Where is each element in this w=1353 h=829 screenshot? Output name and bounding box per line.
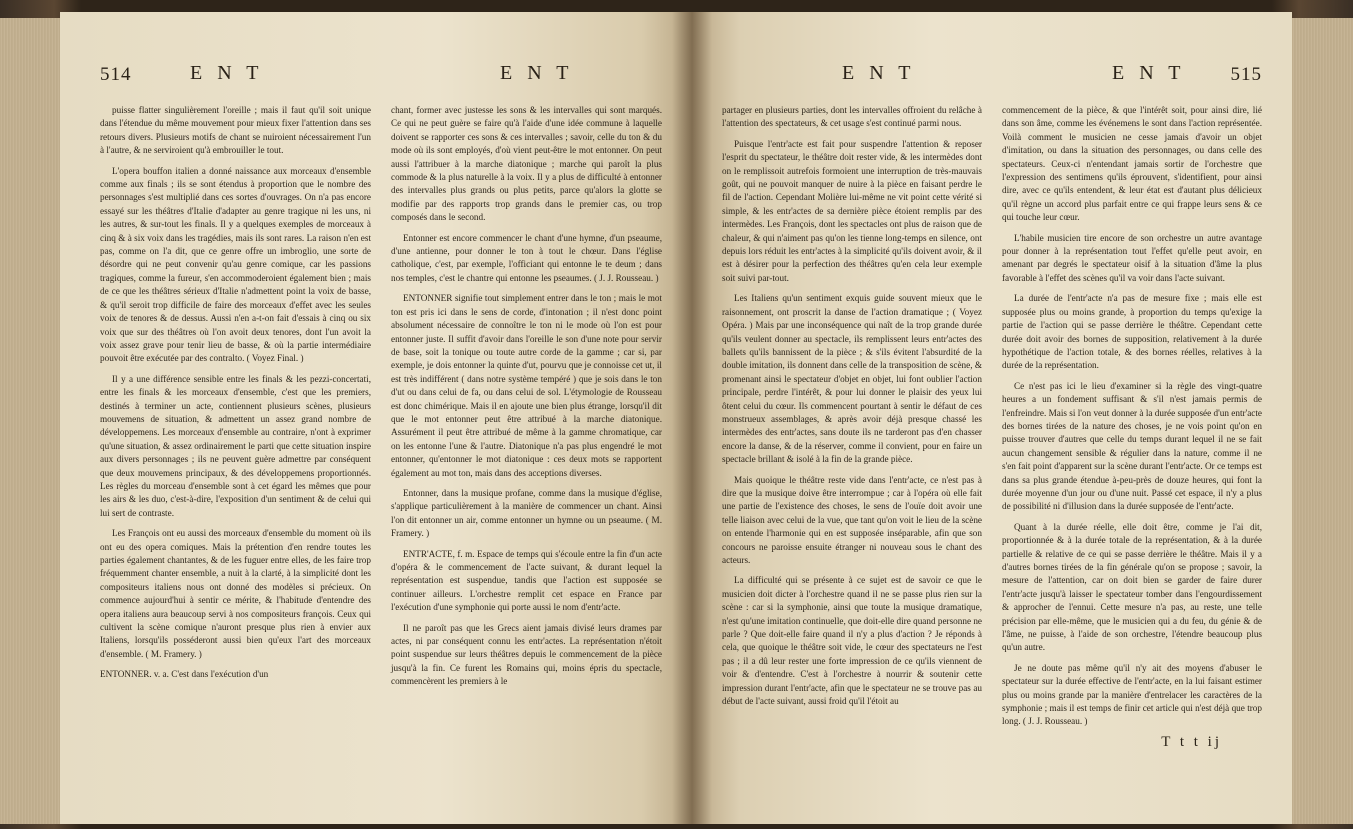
paragraph: chant, former avec justesse les sons & les intervalles qui sont marqués. Ce qui ne peut guère se faire qu'à l'aide d'une idée commune à laquelle doivent se rapporter ces sons & ces intervalles ; savoir, celle du ton & du mode où ils sont employés, d'où vient peut-être le mot entonner. On peut aussi l'attribuer à la marche diatonique ; marche qui paroît la plus commode & la plus naturelle à la voix. Il y a plus de difficulté à entonner des intervalles plus grands ou plus petits, parce qu'alors la glotte se modifie par des rapports trop grands dans le premier cas, ou trop composés dans le second. [391,105,662,223]
paragraph: Je ne doute pas même qu'il n'y ait des moyens d'abuser le spectateur sur la durée effective de l'entr'acte, en la lui faisant estimer plus ou moins grande par la manière d'entrelacer les caractères de la symphonie ; mais il est temps de finir cet article qui n'est déjà que trop long. ( J. J. Rousseau. ) [1002,662,1262,727]
left-running-head-1: E N T [190,62,264,84]
paragraph: Les Italiens qu'un sentiment exquis guide souvent mieux que le raisonnement, ont proscrit la danse de l'action dramatique ; ( Voyez Opéra. ) Mais par une inconséquence qui naît de la trop grande durée qu'ils veulent donner au spectacle, ils remplissent leurs entr'actes des ballets qu'ils bannissent de la pièce ; & s'ils évitent l'absurdité de la double imitation, ils donnent dans celle de la transposition de scène, & promenant ainsi le spectateur d'objet en objet, lui font oublier l'action principale, perdre l'intérêt, & pour lui donner le plaisir des yeux lui ôtent celui du cœur. Ils commencent pourtant à sentir le défaut de ces monstrueux assemblages, & après avoir déjà presque chassé les intermèdes des entr'actes, sans doute ils ne tarderont pas d'en chasser encore la danse, & de la réserver, comme il convient, pour en faire un spectacle brillant & isolé à la fin de la grande pièce. [722,293,982,465]
paragraph: Quant à la durée réelle, elle doit être, comme je l'ai dit, proportionnée & à la durée totale de la représentation, & à la durée partielle & relative de ce qui se passe derrière le théâtre. Mais il y a d'autres bornes tirées de la fin générale qu'on se propose ; savoir, la mesure de l'attention, car on doit bien se garder de faire durer l'entr'acte jusqu'à laisser le spectateur tomber dans l'engourdissement & approcher de l'ennui. Cette mesure n'a pas, au reste, une telle précision par elle-même, que le musicien qui a du feu, du génie & de l'âme, ne puisse, à l'aide de son orchestre, l'étendre beaucoup plus qu'un autre. [1002,521,1262,653]
paragraph: L'opera bouffon italien a donné naissance aux morceaux d'ensemble comme aux finals ; ils se sont étendus à proportion que le nombre des personnages s'est multiplié dans ces sortes d'ouvrages. On n'a pas encore essayé sur les théâtres d'Italie d'adapter au genre tragique ni les uns, ni les autres, & sur-tout les finals. Il y a quelques exemples de morceaux à cinq & à six voix dans les tragédies, mais ils sont rares. La raison n'en est pas, comme on l'a dit, que ce genre offre un imbroglio, une sorte de désordre qui ne peut convenir qu'au genre comique, car les passions tragiques, comme la fureur, s'en accommoderoient également bien ; mais de ce que les théâtres sérieux d'Italie n'admettent point la voix de basse, & qu'il seroit trop difficile de faire des morceaux d'effet avec les seules voix de tenores & de dessus. Aussi n'en a-t-on fait d'essais à cinq ou six voix que sur des théâtres où l'on avoit deux tenores, dont l'un avoit la voix assez grave pour tenir lieu de basse, & où la partie intermédiaire pouvoit être exécutée par des contralto. ( Voyez Final. ) [100,165,371,364]
right-page [692,12,1292,824]
left-column-2 [391,104,662,696]
entry-heading: ENTONNER. v. a. C'est dans l'exécution d'un [100,669,269,680]
right-running-head-1: E N T [842,62,916,84]
left-page-number: 514 [100,64,132,85]
right-page-header [722,58,1262,94]
paragraph: Il y a une différence sensible entre les finals & les pezzi-concertati, entre les finals & les morceaux d'ensemble, c'est que les premiers, destinés à terminer un acte, contiennent plusieurs scènes, plusieurs mouvemens de situation, & admettent un assez grand nombre de développemens. Les morceaux d'ensemble au contraire, n'ont à exprimer qu'une situation, & assez ordinairement le parti que cette situation inspire aux divers personnages ; ils ne peuvent guère admettre par conséquent que deux mouvemens principaux, & des développemens proportionnés. Les règles du morceau d'ensemble sont à cet égard les mêmes que pour les airs & les duo, c'est-à-dire, l'exposition d'un sentiment & de celui qui lui sert de contraste. [100,373,371,518]
right-page-number: 515 [1230,64,1262,85]
paragraph: Ce n'est pas ici le lieu d'examiner si la règle des vingt-quatre heures a un fondement suffisant & s'il n'est jamais permis de l'enfreindre. Mais si l'on veut donner à la durée supposée d'un entr'acte des bornes tirées de la nature des choses, je ne vois point qu'on en puisse trouver d'autres que celle du temps durant lequel il ne se fait aucun changement sensible & régulier dans la nature, comme il ne s'en fait point d'apparent sur la scène durant l'entr'acte. Or ce temps est dans sa plus grande étendue à-peu-près de douze heures, qui font la durée moyenne d'un jour ou d'une nuit. Passé cet espace, il n'y a plus de possibilité ni d'illusion dans la durée supposée de l'entr'acte. [1002,380,1262,512]
paragraph: ENTR'ACTE, f. m. Espace de temps qui s'écoule entre la fin d'un acte d'opéra & le commencement de l'acte suivant, & durant lequel la représentation est suspendue, tandis que l'action est supposée se continuer ailleurs. L'orchestre remplit cet espace en France par l'exécution d'une symphonie qui porte aussi le nom d'entr'acte. [391,548,662,613]
paragraph: La durée de l'entr'acte n'a pas de mesure fixe ; mais elle est supposée plus ou moins grande, à proportion du temps qu'exige la partie de l'action qui se passe derrière le théâtre. Cependant cette durée doit avoir des bornes de supposition, relativement à la durée hypothétique de l'action totale, & des bornes réelles, relatives à la durée de la représentation. [1002,293,1262,371]
left-page [60,12,692,824]
paragraph: puisse flatter singulièrement l'oreille ; mais il faut qu'il soit unique dans l'étendue du même mouvement pour mieux fixer l'attention dans ses retours divers. Plusieurs motifs de chant se nuiroient nécessairement l'un à l'autre, & ne serviroient qu'à embrouiller le tout. [100,105,371,156]
paragraph: Il ne paroît pas que les Grecs aient jamais divisé leurs drames par actes, ni par conséquent connu les entr'actes. La représentation n'étoit point suspendue sur leurs théâtres depuis le commencement de la pièce jusqu'à la fin. Ce furent les Romains qui, moins épris du spectacle, commencèrent les premiers à le [391,622,662,687]
right-running-head-2: E N T [1112,62,1186,84]
right-column-1 [722,104,982,749]
paragraph: partager en plusieurs parties, dont les intervalles offroient du relâche à l'attention des spectateurs, & cet usage s'est continué parmi nous. [722,105,982,129]
paragraph: Entonner, dans la musique profane, comme dans la musique d'église, s'applique particulièrement à la manière de commencer un chant. Ainsi l'on dit entonner un air, comme entonner un hymne ou un pseaume. ( M. Framery. ) [391,487,662,539]
paragraph: L'habile musicien tire encore de son orchestre un autre avantage pour donner à la représentation tout l'effet qu'elle peut avoir, en amenant par degrés le spectateur oisif à la situation d'âme la plus favorable à l'effet des scènes qu'il va voir dans l'acte suivant. [1002,232,1262,283]
right-page-edges [1292,18,1353,824]
left-column-1 [100,104,371,696]
paragraph: Mais quoique le théâtre reste vide dans l'entr'acte, ce n'est pas à dire que la musique doive être interrompue ; car à l'opéra où elle fait une partie de l'existence des choses, le sens de l'ouïe doit avoir une telle liaison avec celui de la vue, que tant qu'on voit le lieu de la scène on entende l'harmonie qui en est supposée inséparable, afin que son concours ne paroisse ensuite étranger ni nouveau sous le chant des acteurs. [722,474,982,565]
right-column-2 [1002,104,1262,749]
paragraph: La difficulté qui se présente à ce sujet est de savoir ce que le musicien doit dicter à l'orchestre quand il ne se passe plus rien sur la scène : car si la symphonie, ainsi que toute la musique dramatique, n'est qu'une imitation continuelle, que doit-elle dire quand personne ne parle ? Que doit-elle faire quand il n'y a plus d'action ? Je réponds à cela, que quoique le théâtre soit vide, le cœur des spectateurs ne l'est pas ; il a dû leur rester une forte impression de ce qu'ils viennent de voir & d'entendre. C'est à l'orchestre à nourrir & soutenir cette impression durant l'entr'acte, afin que le spectateur ne se trouve pas au début de l'acte suivant, aussi froid qu'il l'étoit au [722,575,982,707]
paragraph: Les François ont eu aussi des morceaux d'ensemble du moment où ils ont eu des opera comiques. Mais la prétention d'en rendre toutes les parties également chantantes, & de les fuguer entre elles, de les faire trop fréquemment chanter ensemble, a nuit à la clarté, à la simplicité dont les compositeurs italiens nous ont donné des modèles si précieux. On commence aujourd'hui à sentir ce mérite, & l'habitude d'entendre des opera italiens aura beaucoup servi à nos compositeurs françois. Ceux qui cultivent la scène comique n'auront presque plus rien à envier aux Italiens, lorsqu'ils posséderont aussi bien qu'eux l'art des morceaux d'ensemble. ( M. Framery. ) [100,528,371,659]
right-page-columns [722,104,1262,749]
left-page-header [100,58,662,94]
signature-mark: T t t ij [1161,733,1222,750]
left-page-columns [100,104,662,696]
left-page-edges [0,18,60,824]
paragraph: commencement de la pièce, & que l'intérêt soit, pour ainsi dire, lié dans son âme, comme les événemens le sont dans l'action représentée. Voilà comment le musicien ne cesse jamais d'avoir un objet d'imitation, ou dans la situation des personnages, ou dans celle des spectateurs. Ceux-ci n'entendant jamais sortir de l'orchestre que l'expression des sentimens qu'ils éprouvent, s'identifient, pour ainsi dire, avec ce qu'ils entendent, & leur état est d'autant plus délicieux qu'il règne un accord plus parfait entre ce qui frappe leurs sens & ce qui touche leur cœur. [1002,105,1262,223]
paragraph: Entonner est encore commencer le chant d'une hymne, d'un pseaume, d'une antienne, pour donner le ton à tout le chœur. Dans l'église catholique, c'est, par exemple, l'officiant qui entonne le te deum ; dans nos temples, c'est le chantre qui entonne les pseaumes. ( J. J. Rousseau. ) [391,232,662,283]
paragraph: Puisque l'entr'acte est fait pour suspendre l'attention & reposer l'esprit du spectateur, le théâtre doit rester vide, & les intermèdes dont on le remplissoit autrefois formoient une interruption de très-mauvais goût, qui ne pouvoit manquer de nuire à la pièce en faisant perdre le fil de l'action. Cependant Molière lui-même ne vit point cette vérité si simple, & les entr'actes de sa dernière pièce étoient remplis par des intermèdes. Les François, dont les spectacles ont plus de raison que de chaleur, & qui n'aiment pas qu'on les tienne long-temps en silence, ont depuis lors réduit les entr'actes à la simplicité qu'ils doivent avoir, & il est à désirer pour la perfection des théâtres qu'en cela leur exemple soit suivi par-tout. [722,138,982,283]
left-running-head-2: E N T [500,62,574,84]
paragraph: ENTONNER signifie tout simplement entrer dans le ton ; mais le mot ton est pris ici dans le sens de corde, d'intonation ; il n'est donc point absolument nécessaire de connoître le ton ni le mode où l'on est pour entonner juste. Il suffit d'avoir dans l'oreille le son d'une note pour servir de base, soit la tonique ou toute autre corde de la gamme ; car si, par exemple, je dois entonner la quinte d'ut, pourvu que je connoisse cet ut, il est très indifférent ( dans notre système tempéré ) que je sois dans le ton d'ut ou dans celui de fa, ou dans celui de sol. L'étymologie de Rousseau est donc chimérique. Mais il en ajoute une bien plus étrange, lorsqu'il dit que le mot entonner peut être attribué à la marche diatonique. Assurément il peut être attribué de même à la gamme chromatique, car on les entonne l'une & l'autre. Diatonique n'a pas plus engendré le mot entonner, qu'entonner le mot diatonique : ces deux mots se rapportent également au mot ton, mais dans des acceptions diverses. [391,293,662,478]
